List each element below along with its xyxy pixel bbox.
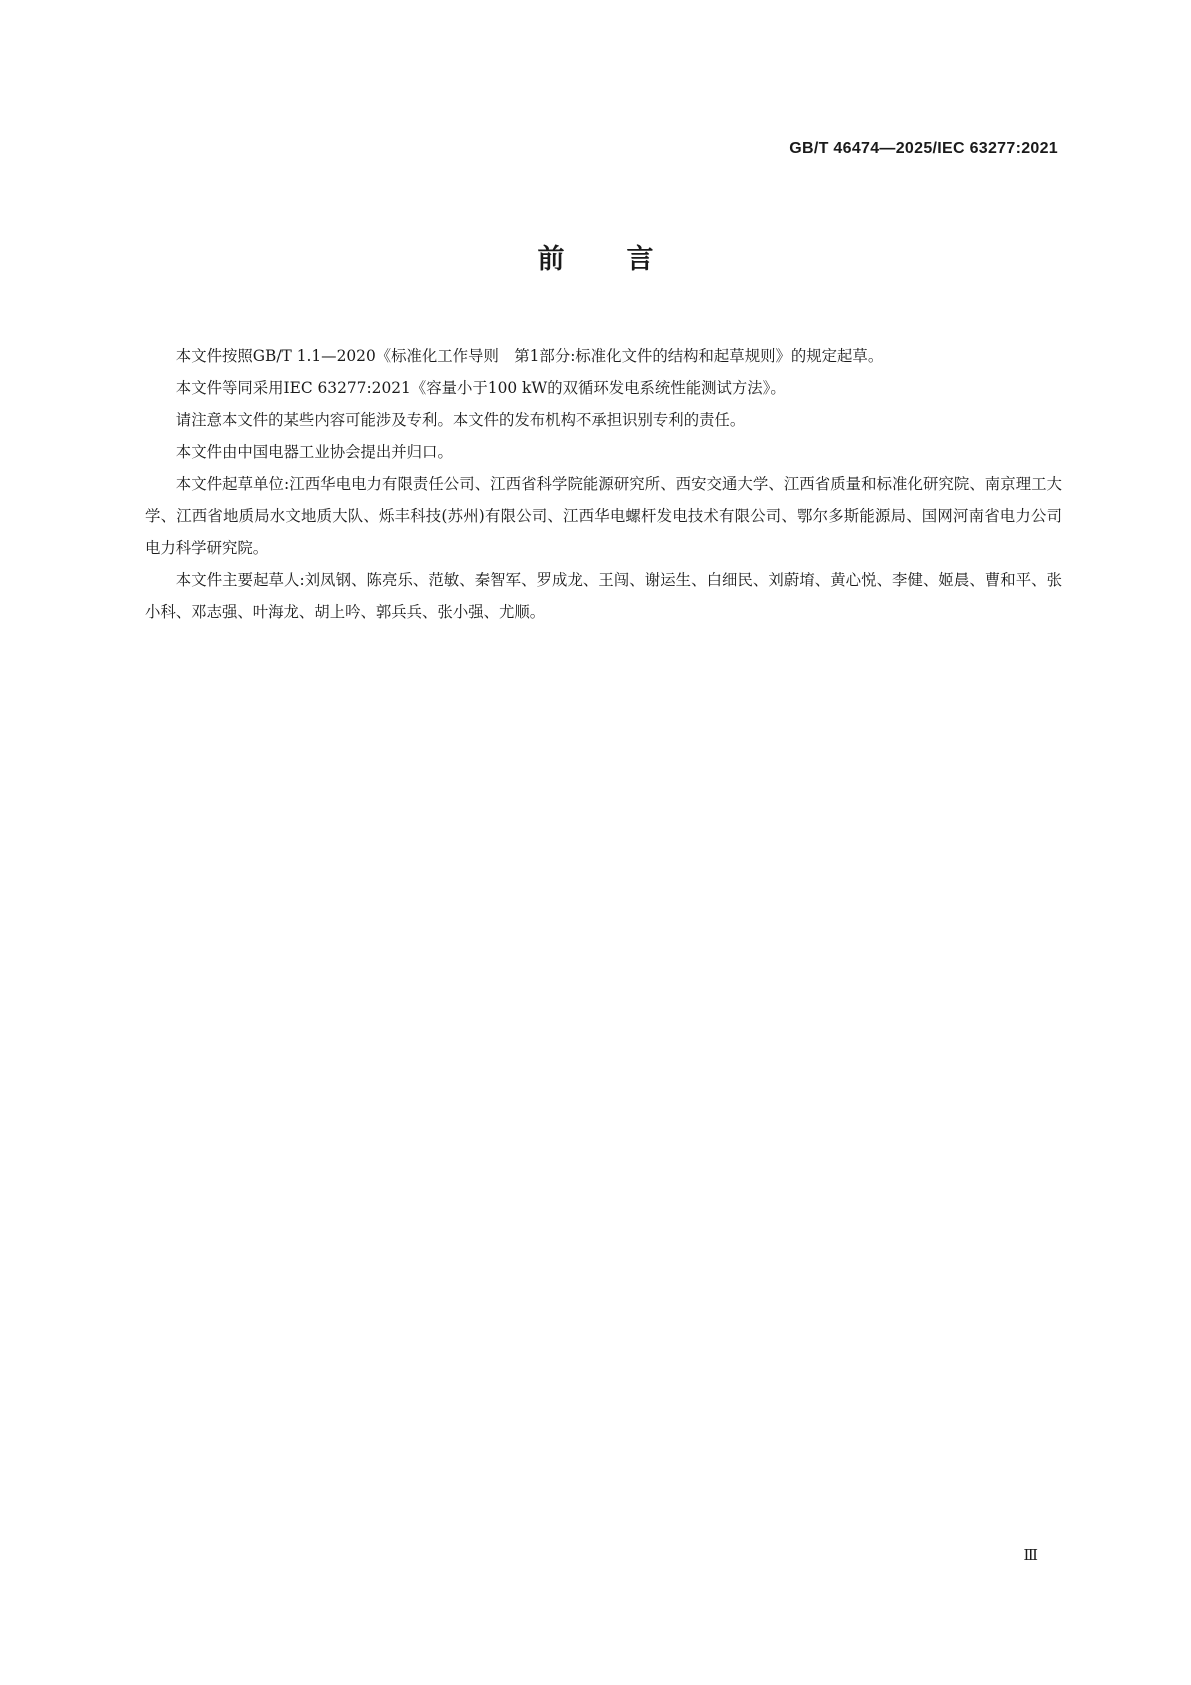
page-number: Ⅲ xyxy=(1023,1546,1038,1564)
paragraph-proposer: 本文件由中国电器工业协会提出并归口。 xyxy=(175,443,453,461)
page-title: 前言 xyxy=(537,244,716,275)
paragraph-adoption: 本文件等同采用IEC 63277:2021《容量小于100 kW的双循环发电系统性能测试方法》。 xyxy=(175,379,786,397)
foreword-body xyxy=(145,340,1062,628)
standard-number: GB/T 46474—2025/IEC 63277:2021 xyxy=(789,140,1058,157)
paragraph-patent-notice: 请注意本文件的某些内容可能涉及专利。本文件的发布机构不承担识别专利的责任。 xyxy=(175,411,746,429)
paragraph-drafting-rules: 本文件按照GB/T 1.1—2020《标准化工作导则 第1部分:标准化文件的结构和起草规则》的规定起草。 xyxy=(175,347,884,365)
paragraph-drafting-organizations: 本文件起草单位:江西华电电力有限责任公司、江西省科学院能源研究所、西安交通大学、江西省质量和标准化研究院、南京理工大学、江西省地质局水文地质大队、烁丰科技(苏州)有限公司、江西华电螺杆发电技术有限公司、鄂尔多斯能源局、国网河南省电力公司电力科学研究院。 xyxy=(145,475,1062,557)
paragraph-drafters: 本文件主要起草人:刘凤钢、陈亮乐、范敏、秦智军、罗成龙、王闯、谢运生、白细民、刘蔚堉、黄心悦、李健、姬晨、曹和平、张小科、邓志强、叶海龙、胡上吟、郭兵兵、张小强、尤顺。 xyxy=(145,571,1062,621)
